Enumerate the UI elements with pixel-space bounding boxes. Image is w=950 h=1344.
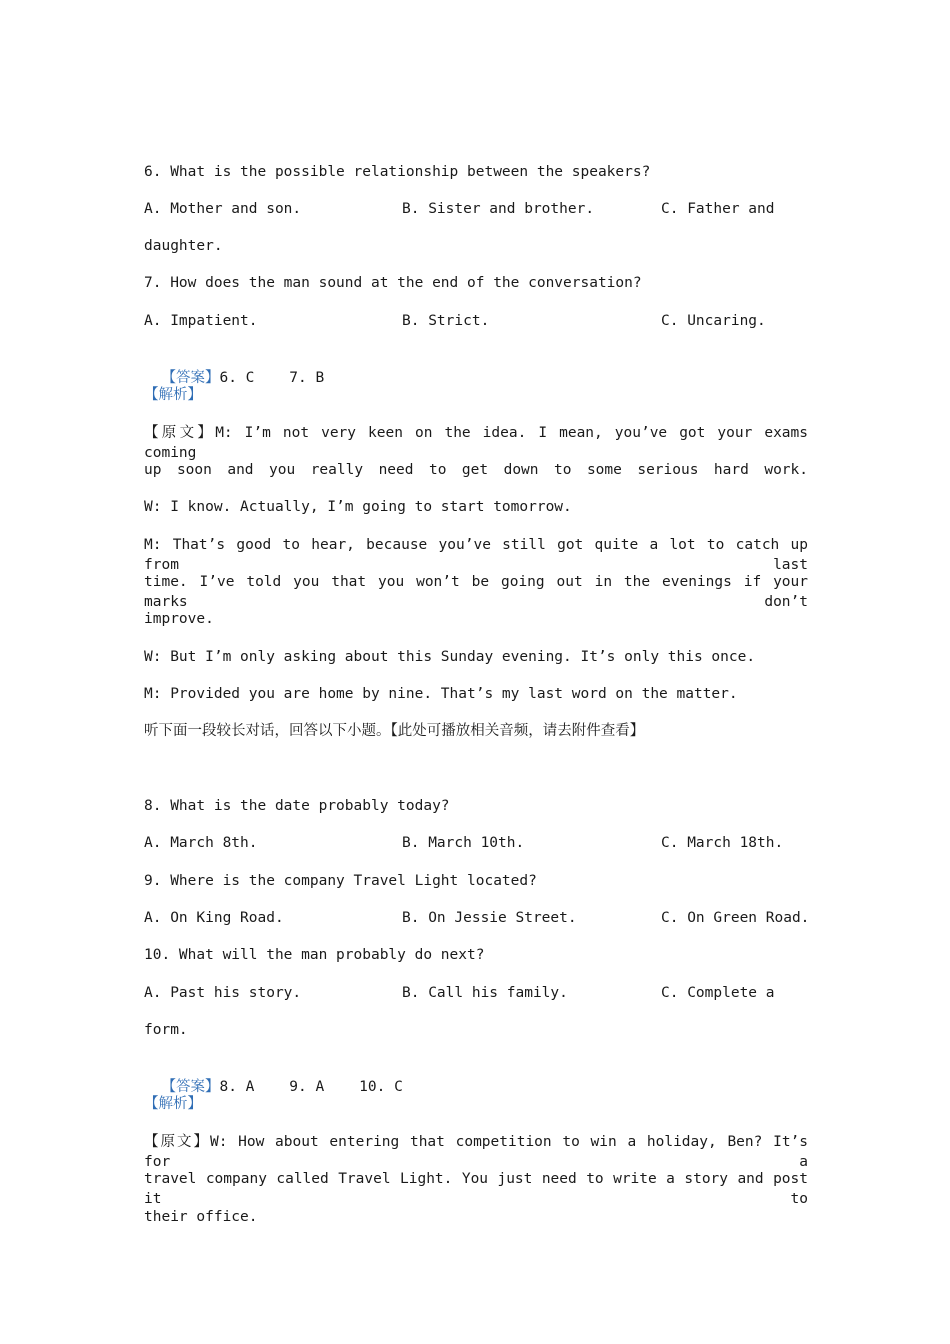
answer-tag: 【答案】 bbox=[161, 1079, 220, 1095]
q6-option-b: B. Sister and brother. bbox=[402, 201, 595, 217]
transcript-1-line-4: M: That’s good to hear, because you’ve still got quite a lot to catch up from last bbox=[144, 537, 808, 573]
q8-option-b: B. March 10th. bbox=[402, 835, 525, 851]
transcript-tag: 【原文】 bbox=[144, 1134, 210, 1150]
transcript-text: W: How about entering that competition to win a holiday, Ben? It’s for a bbox=[144, 1134, 809, 1170]
answer-text: 6. C 7. B bbox=[219, 370, 325, 386]
transcript-1-line-7: W: But I’m only asking about this Sunday evening. It’s only this once. bbox=[144, 649, 756, 665]
transcript-1-line-3: W: I know. Actually, I’m going to start tomorrow. bbox=[144, 499, 572, 515]
transcript-1-line-2: up soon and you really need to get down to some serious hard work. bbox=[144, 462, 808, 478]
q10-option-c: C. Complete a bbox=[661, 985, 775, 1001]
listening-instruction: 听下面一段较长对话，回答以下小题。【此处可播放相关音频，请去附件查看】 bbox=[144, 723, 645, 739]
question-8: 8. What is the date probably today? bbox=[144, 798, 450, 814]
transcript-2-line-1 bbox=[144, 1132, 808, 1172]
transcript-2-line-2: travel company called Travel Light. You just need to write a story and post it to bbox=[144, 1171, 808, 1207]
q7-option-c: C. Uncaring. bbox=[661, 313, 766, 329]
transcript-1-line-5: time. I’ve told you that you won’t be going out in the evenings if your marks don’t bbox=[144, 574, 808, 610]
q6-option-c: C. Father and bbox=[661, 201, 775, 217]
question-6: 6. What is the possible relationship between the speakers? bbox=[144, 164, 651, 180]
transcript-text: M: I’m not very keen on the idea. I mean, you’ve got your exams coming bbox=[144, 425, 808, 461]
q9-option-a: A. On King Road. bbox=[144, 910, 284, 926]
q9-option-b: B. On Jessie Street. bbox=[402, 910, 577, 926]
transcript-tag: 【原文】 bbox=[144, 425, 216, 441]
transcript-1-line-8: M: Provided you are home by nine. That’s my last word on the matter. bbox=[144, 686, 738, 702]
q10-option-c-continued: form. bbox=[144, 1022, 188, 1038]
q8-option-a: A. March 8th. bbox=[144, 835, 258, 851]
q10-option-b: B. Call his family. bbox=[402, 985, 568, 1001]
answer-text: 8. A 9. A 10. C bbox=[219, 1079, 403, 1095]
answer-line-2 bbox=[144, 1057, 403, 1097]
q7-option-a: A. Impatient. bbox=[144, 313, 258, 329]
answer-line-1 bbox=[144, 348, 324, 388]
answer-tag: 【答案】 bbox=[161, 370, 220, 386]
question-9: 9. Where is the company Travel Light located? bbox=[144, 873, 537, 889]
q9-option-c: C. On Green Road. bbox=[661, 910, 810, 926]
q6-option-a: A. Mother and son. bbox=[144, 201, 302, 217]
q7-option-b: B. Strict. bbox=[402, 313, 490, 329]
q8-option-c: C. March 18th. bbox=[661, 835, 784, 851]
analysis-tag-2: 【解析】 bbox=[144, 1096, 202, 1112]
transcript-1-line-6: improve. bbox=[144, 611, 214, 627]
q10-option-a: A. Past his story. bbox=[144, 985, 302, 1001]
question-10: 10. What will the man probably do next? bbox=[144, 947, 485, 963]
transcript-2-line-3: their office. bbox=[144, 1209, 258, 1225]
analysis-tag-1: 【解析】 bbox=[144, 387, 202, 403]
question-7: 7. How does the man sound at the end of the conversation? bbox=[144, 275, 642, 291]
transcript-1-line-1 bbox=[144, 423, 808, 463]
q6-option-c-continued: daughter. bbox=[144, 238, 223, 254]
